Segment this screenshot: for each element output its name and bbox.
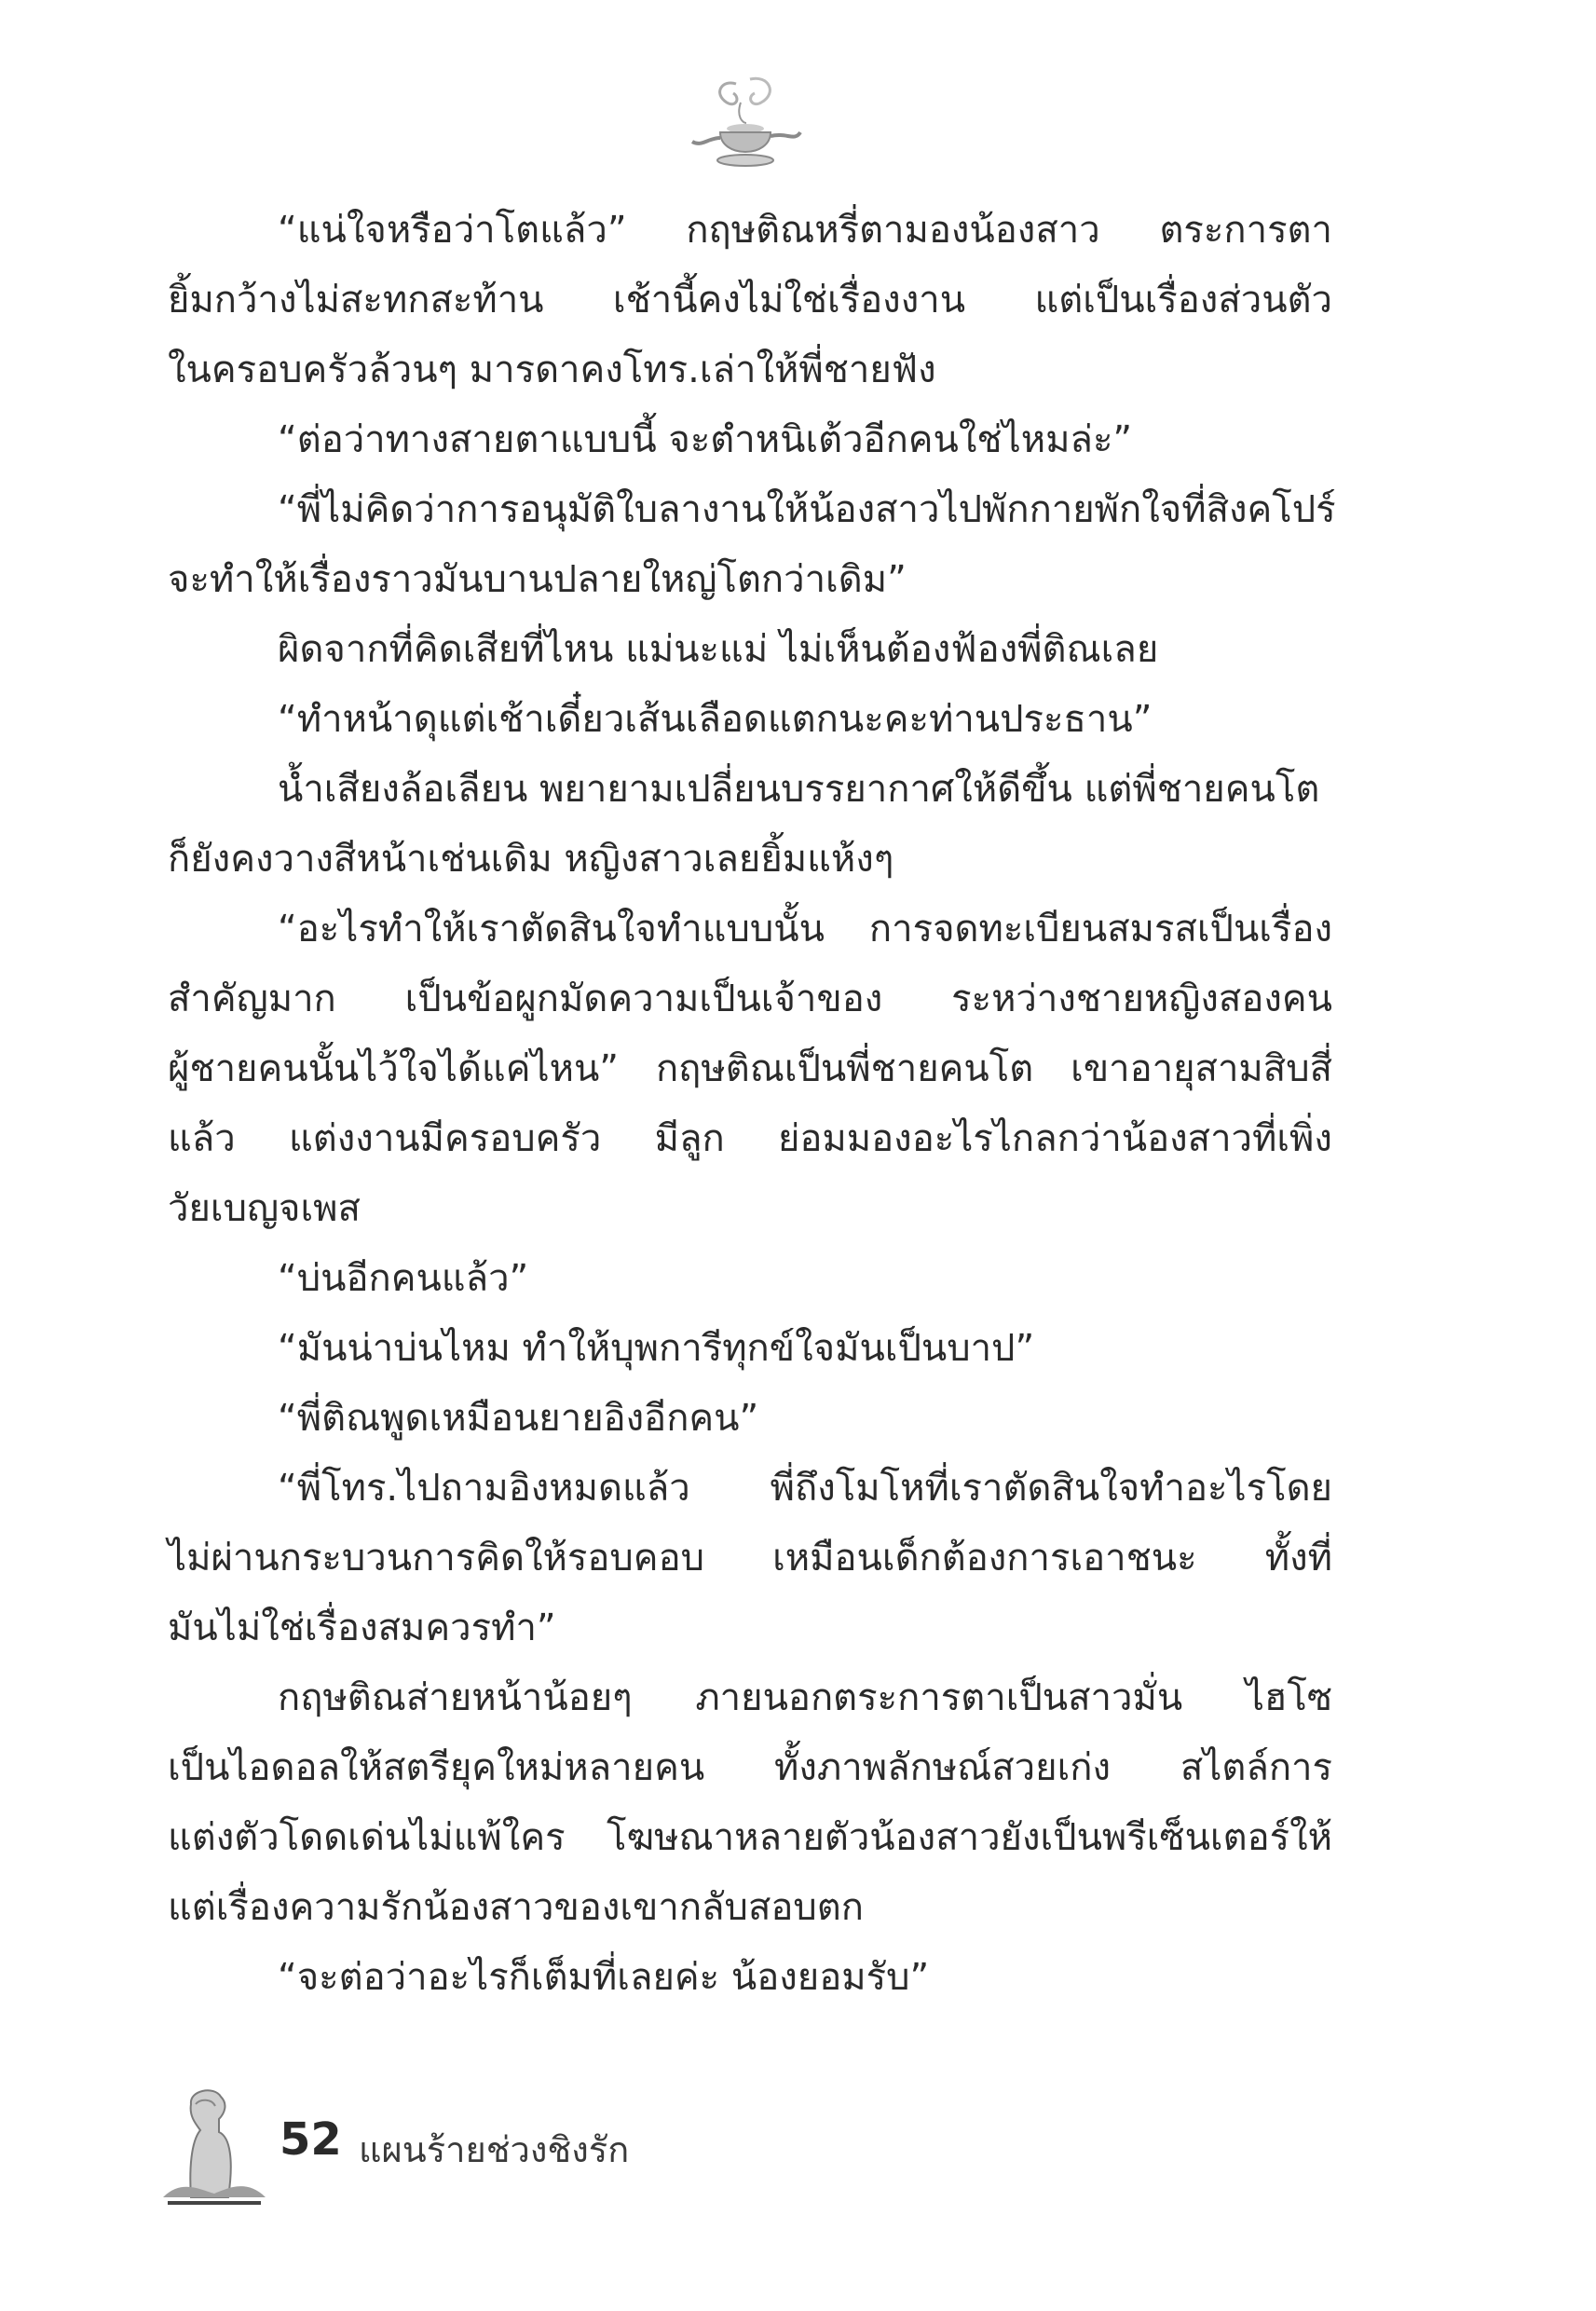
text-line <box>168 475 1336 545</box>
footer-rule <box>168 2201 261 2205</box>
text-segment: “พี่ไม่คิดว่าการอนุมัติใบลางานให้น้องสาวไปพักกายพักใจที่สิงคโปร์ <box>278 488 1336 531</box>
text-segment: ตระการตา <box>1159 209 1332 252</box>
text-segment: ยิ้มกว้างไม่สะทกสะท้าน <box>168 279 544 321</box>
text-segment: จะทำให้เรื่องราวมันบานปลายใหญ่โตกว่าเดิม” <box>168 558 907 601</box>
text-segment: พี่ถึงโมโหที่เราตัดสินใจทำอะไรโดย <box>770 1467 1332 1510</box>
text-line <box>168 1524 1332 1593</box>
text-segment: ทั้งที่ <box>1264 1537 1332 1579</box>
text-segment: เป็นข้อผูกมัดความเป็นเจ้าของ <box>404 978 883 1020</box>
text-segment: “มันน่าบ่นไหม ทำให้บุพการีทุกข์ใจมันเป็นบาป” <box>278 1327 1035 1370</box>
text-segment: “แน่ใจหรือว่าโตแล้ว” <box>278 209 627 252</box>
text-line <box>168 895 1332 964</box>
text-line <box>168 266 1332 335</box>
text-line <box>168 1244 1332 1314</box>
text-segment: สไตล์การ <box>1180 1746 1332 1789</box>
text-segment: “พี่โทร.ไปถามอิงหมดแล้ว <box>278 1467 690 1510</box>
text-segment: ในครอบครัวล้วนๆ มารดาคงโทร.เล่าให้พี่ชายฟัง <box>168 349 936 391</box>
text-segment: “ต่อว่าทางสายตาแบบนี้ จะตำหนิเต้วอีกคนใช่ไหมล่ะ” <box>278 418 1133 461</box>
text-line <box>168 196 1332 266</box>
text-segment: แต่เรื่องความรักน้องสาวของเขากลับสอบตก <box>168 1886 864 1929</box>
text-segment: กฤษติณเป็นพี่ชายคนโต <box>655 1047 1034 1090</box>
text-segment: ผิดจากที่คิดเสียที่ไหน แม่นะแม่ ไม่เห็นต้องฟ้องพี่ติณเลย <box>278 628 1159 671</box>
text-line <box>168 1104 1332 1174</box>
text-segment: “จะต่อว่าอะไรก็เต็มที่เลยค่ะ น้องยอมรับ” <box>278 1956 930 1999</box>
merlion-statue-icon <box>163 2085 266 2202</box>
text-line <box>168 615 1332 685</box>
text-segment: มันไม่ใช่เรื่องสมควรทำ” <box>168 1607 556 1649</box>
text-line <box>168 1384 1332 1454</box>
book-title: แผนร้ายช่วงชิงรัก <box>359 2129 630 2170</box>
text-segment: เป็นไอดอลให้สตรียุคใหม่หลายคน <box>168 1746 705 1789</box>
text-segment: วัยเบญจเพส <box>168 1187 361 1230</box>
text-segment: น้ำเสียงล้อเลียน พยายามเปลี่ยนบรรยากาศให้ดีขึ้น แต่พี่ชายคนโต <box>278 768 1320 811</box>
text-line <box>168 1873 1332 1943</box>
text-line <box>168 1034 1332 1104</box>
text-segment: ไฮโซ <box>1245 1676 1332 1719</box>
text-segment: ก็ยังคงวางสีหน้าเช่นเดิม หญิงสาวเลยยิ้มแห้งๆ <box>168 838 894 881</box>
text-segment: การจดทะเบียนสมรสเป็นเรื่อง <box>868 908 1332 950</box>
text-segment: ไม่ผ่านกระบวนการคิดให้รอบคอบ <box>168 1537 704 1579</box>
text-line <box>168 1663 1332 1733</box>
text-segment: เขาอายุสามสิบสี่ <box>1071 1047 1332 1090</box>
teapot-ornament-icon <box>685 75 806 179</box>
text-segment: โฆษณาหลายตัวน้องสาวยังเป็นพรีเซ็นเตอร์ให้ <box>606 1816 1332 1859</box>
text-segment: “พี่ติณพูดเหมือนยายอิงอีกคน” <box>278 1397 759 1440</box>
text-segment: กฤษติณหรี่ตามองน้องสาว <box>686 209 1100 252</box>
text-line <box>168 1593 1332 1663</box>
text-line <box>168 1174 1332 1244</box>
text-segment: ระหว่างชายหญิงสองคน <box>951 978 1332 1020</box>
text-segment: “บ่นอีกคนแล้ว” <box>278 1257 529 1300</box>
text-segment: “อะไรทำให้เราตัดสินใจทำแบบนั้น <box>278 908 825 950</box>
page-number: 52 <box>280 2113 342 2166</box>
text-line <box>168 685 1332 755</box>
text-segment: “ทำหน้าดุแต่เช้าเดี๋ยวเส้นเลือดแตกนะคะท่านประธาน” <box>278 698 1153 741</box>
body-text <box>168 196 1336 2013</box>
text-segment: มีลูก <box>654 1117 725 1160</box>
text-line <box>168 545 1332 615</box>
text-line <box>168 964 1332 1034</box>
text-line <box>168 825 1332 895</box>
text-line <box>168 1454 1332 1524</box>
text-line <box>168 755 1332 825</box>
text-line <box>168 405 1332 475</box>
text-segment: สำคัญมาก <box>168 978 336 1020</box>
text-segment: แล้ว <box>168 1117 236 1160</box>
text-line <box>168 1314 1332 1384</box>
text-segment: ทั้งภาพลักษณ์สวยเก่ง <box>773 1746 1112 1789</box>
text-line <box>168 1733 1332 1803</box>
text-segment: แต่เป็นเรื่องส่วนตัว <box>1034 279 1332 321</box>
text-segment: ย่อมมองอะไรไกลกว่าน้องสาวที่เพิ่ง <box>777 1117 1332 1160</box>
text-line <box>168 1803 1332 1873</box>
text-line <box>168 1943 1332 2013</box>
text-segment: ภายนอกตระการตาเป็นสาวมั่น <box>695 1676 1183 1719</box>
text-segment: แต่งงานมีครอบครัว <box>289 1117 602 1160</box>
text-segment: เหมือนเด็กต้องการเอาชนะ <box>772 1537 1197 1579</box>
text-segment: เช้านี้คงไม่ใช่เรื่องงาน <box>612 279 966 321</box>
text-segment: ผู้ชายคนนั้นไว้ใจได้แค่ไหน” <box>168 1047 620 1090</box>
text-line <box>168 335 1332 405</box>
text-segment: แต่งตัวโดดเด่นไม่แพ้ใคร <box>168 1816 566 1859</box>
text-segment: กฤษติณส่ายหน้าน้อยๆ <box>278 1676 633 1719</box>
